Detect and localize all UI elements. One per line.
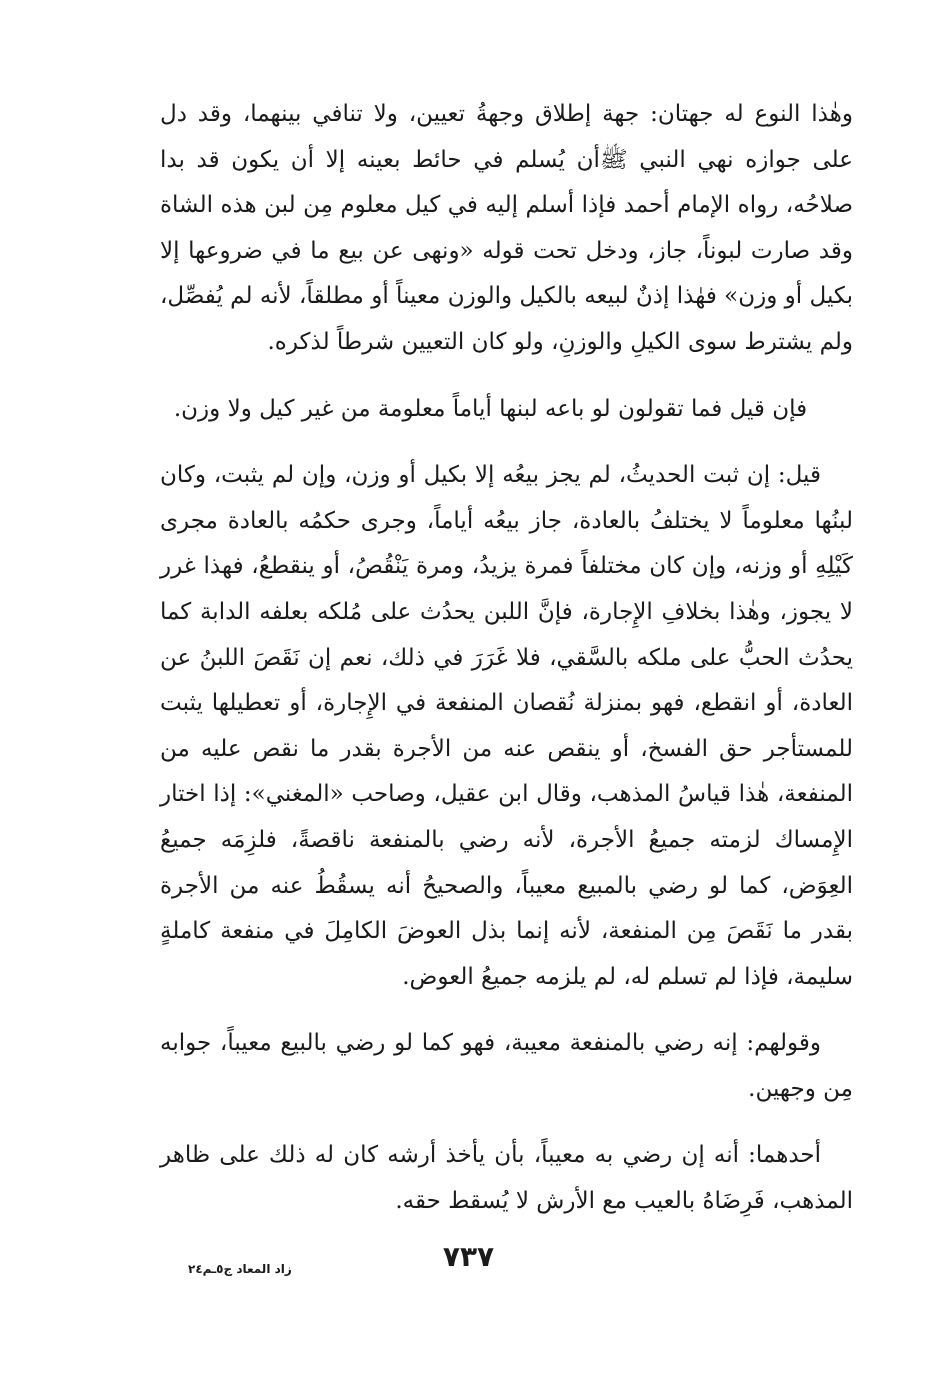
paragraph-1: وهٰذا النوع له جهتان: جهة إطلاق وجهةُ تعيين، ولا تنافي بينهما، وقد دل على جوازه نهي النبي ﷺأن يُسلم في حائط بعينه إلا أن يكون قد بدا صلاحُه، رواه الإمام أحمد فإذا أسلم إليه في كيل معلوم مِن لبن هذه الشاة وقد صارت لبوناً، جاز، ودخل تحت قوله «ونهى عن بيع ما في ضروعها إلا بكيل أو وزن» فهٰذا إذنٌ لبيعه بالكيل والوزن معيناً أو مطلقاً، لأنه لم يُفصِّل، ولم يشترط سوى الكيلِ والوزنِ، ولو كان التعيين شرطاً لذكره. (160, 101, 853, 355)
page-footer (0, 1240, 937, 1280)
printer-signature: زاد المعاد ج٥ـم٢٤ (188, 1262, 292, 1276)
paragraph-3-answer: قيل: إن ثبت الحديثُ، لم يجز بيعُه إلا بكيل أو وزن، وإن لم يثبت، وكان لبنُها معلوماً لا يختلفُ بالعادة، جاز بيعُه أياماً، وجرى حكمُه بالعادة مجرى كَيْلِهِ أو وزنه، وإن كان مختلفاً فمرة يزيدُ، ومرة يَنْقُصُ، أو ينقطعُ، فهذا غرر لا يجوز، وهٰذا بخلافِ الإِجارة، فإنَّ اللبن يحدُث على مُلكه بعلفه الدابة كما يحدُث الحبُّ على ملكه بالسَّقي، فلا غَرَرَ في ذلك، نعم إن نَقَصَ اللبنُ عن العادة، أو انقطع، فهو بمنزلة نُقصان المنفعة في الإِجارة، أو تعطيلها يثبت للمستأجر حق الفسخ، أو ينقص عنه من الأجرة بقدر ما نقص عليه من المنفعة، هٰذا قياسُ المذهب، وقال ابن عقيل، وصاحب «المغني»: إذا اختار الإِمساك لزمته جميعُ الأجرة، لأنه رضي بالمنفعة ناقصةً، فلزِمَه جميعُ العِوَض، كما لو رضي بالمبيع معيباً، والصحيحُ أنه يسقُطُ عنه من الأجرة بقدر ما نَقَصَ مِن المنفعة، لأنه إنما بذل العوضَ الكامِلَ في منفعة كاملةٍ سليمة، فإذا لم تسلم له، لم يلزمه جميعُ العوض. (160, 462, 853, 990)
page-number: ٧٣٧ (442, 1240, 495, 1273)
paragraph-5: أحدهما: أنه إن رضي به معيباً، بأن يأخذ أرشه كان له ذلك على ظاهر المذهب، فَرِضَاهُ بالعيب مع الأرش لا يُسقط حقه. (160, 1142, 853, 1215)
page-body-text (160, 92, 853, 1225)
paragraph-2-question: فإن قيل فما تقولون لو باعه لبنها أياماً معلومة من غير كيل ولا وزن. (173, 395, 808, 422)
paragraph-4: وقولهم: إنه رضي بالمنفعة معيبة، فهو كما لو رضي بالبيع معيباً، جوابه مِن وجهين. (160, 1030, 853, 1102)
